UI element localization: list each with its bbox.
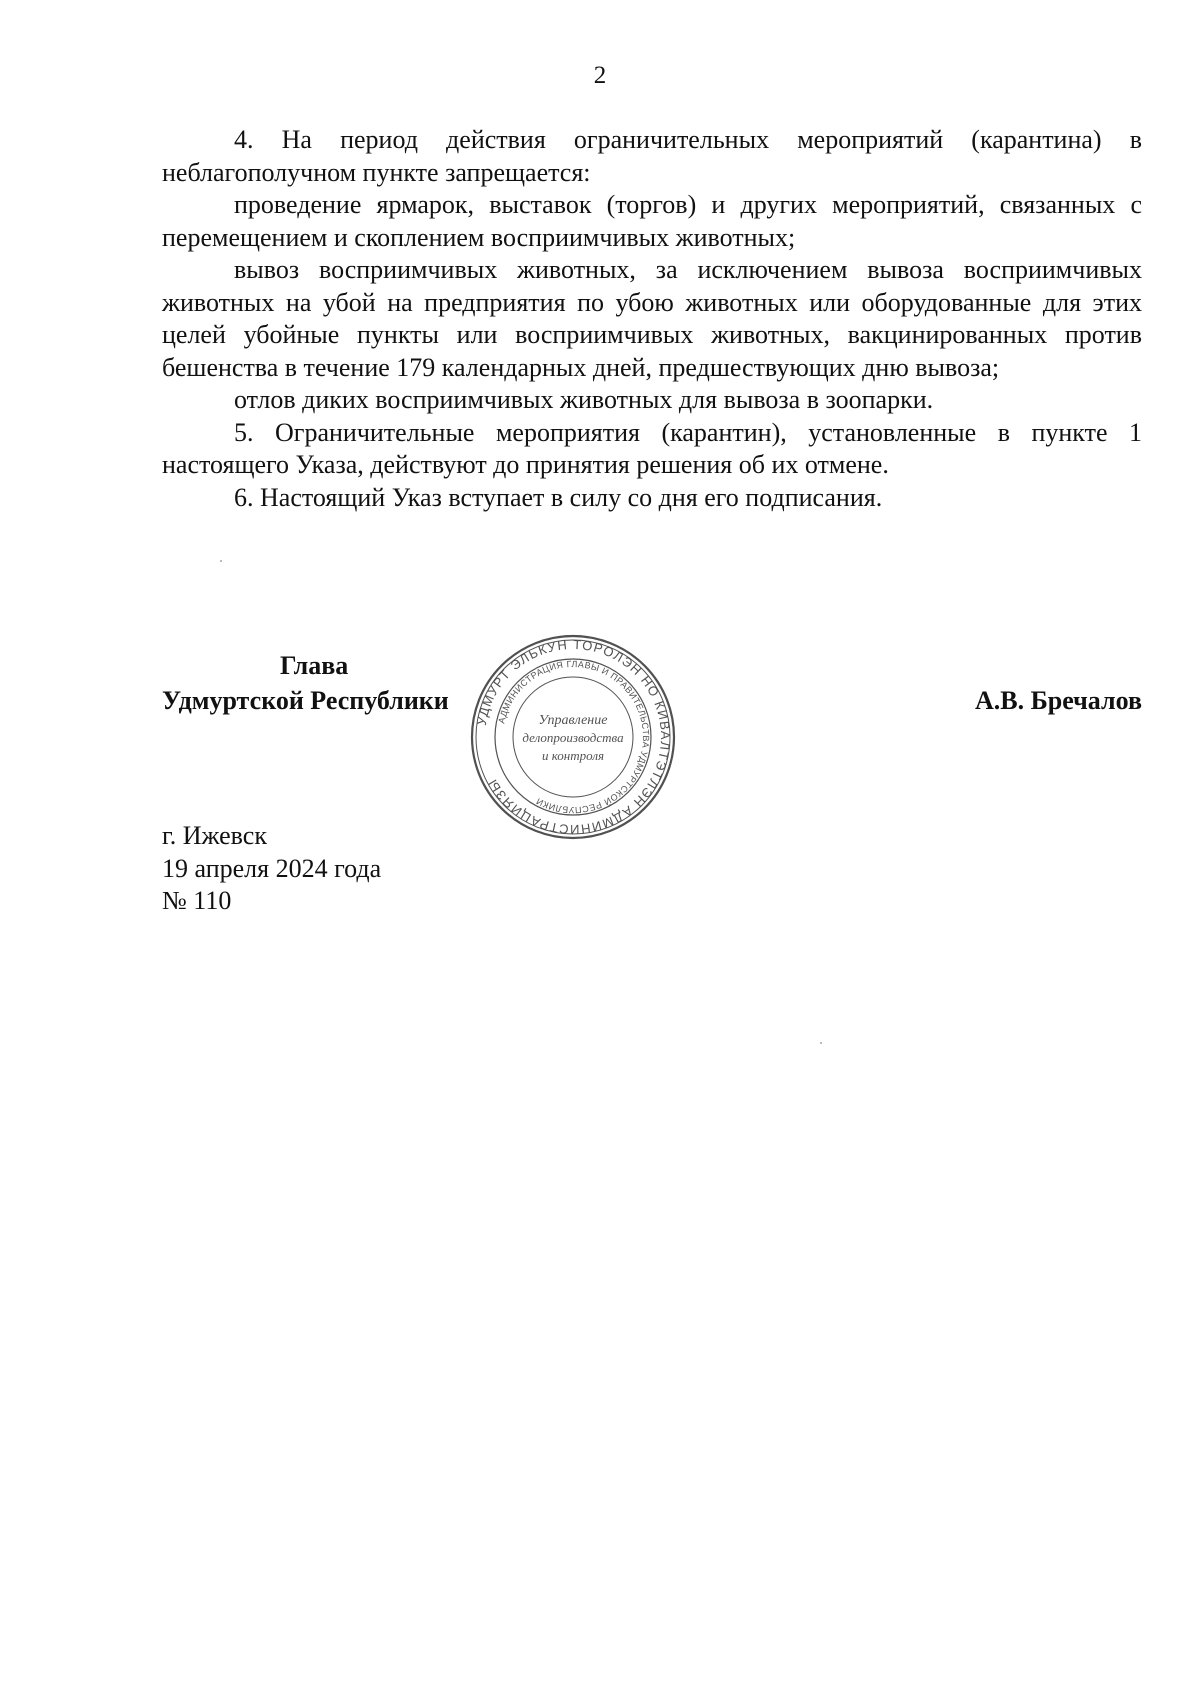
signer-title-line2: Удмуртской Республики [162, 686, 449, 715]
seal-center-line3: и контроля [541, 748, 605, 763]
paragraph-capture-ban: отлов диких восприимчивых животных для вывоза в зоопарки. [234, 385, 934, 414]
official-seal-stamp [468, 632, 678, 842]
paragraph-item-4: 4. На период действия ограничительных мероприятий (карантина) в неблагополучном пункте запрещается: [162, 125, 1142, 187]
signer-title-line1: Глава [280, 651, 349, 680]
seal-center-line2: делопроизводства [522, 730, 624, 745]
seal-inner-text: АДМИНИСТРАЦИЯ ГЛАВЫ И ПРАВИТЕЛЬСТВА УДМУРТСКОЙ РЕСПУБЛИКИ [496, 658, 652, 816]
paragraph-export-ban: вывоз восприимчивых животных, за исключением вывоза восприимчивых животных на убой на предприятия по убою животных или оборудованные для этих целей убойные пункты или восприимчивых животных, вакцинированных против бешенства в течение 179 календарных дней, предшествующих дню вывоза; [162, 255, 1142, 382]
page-number: 2 [593, 62, 607, 89]
paragraph-item-5: 5. Ограничительные мероприятия (карантин), установленные в пункте 1 настоящего Указа, действуют до принятия решения об их отмене. [162, 417, 1142, 479]
scan-speck [820, 1042, 822, 1044]
signer-name: А.В. Бречалов [974, 686, 1142, 715]
scan-speck [220, 560, 222, 562]
place-date-block [162, 820, 381, 918]
decree-body [162, 124, 1142, 514]
seal-outer-text: УДМУРТ ЭЛЬКУН ТОРОЛЭН НО КИВАЛТЭТЛЭН АДМИНИСТРАЦИЯЗЫ [473, 636, 674, 838]
seal-center-line1: Управление [538, 713, 608, 728]
city: г. Ижевск [162, 821, 267, 850]
decree-date: 19 апреля 2024 года [162, 853, 382, 883]
paragraph-item-6: 6. Настоящий Указ вступает в силу со дня его подписания. [234, 482, 883, 512]
paragraph-fairs-ban: проведение ярмарок, выставок (торгов) и других мероприятий, связанных с перемещением и скоплением восприимчивых животных; [162, 190, 1142, 252]
decree-number: № 110 [162, 886, 232, 915]
